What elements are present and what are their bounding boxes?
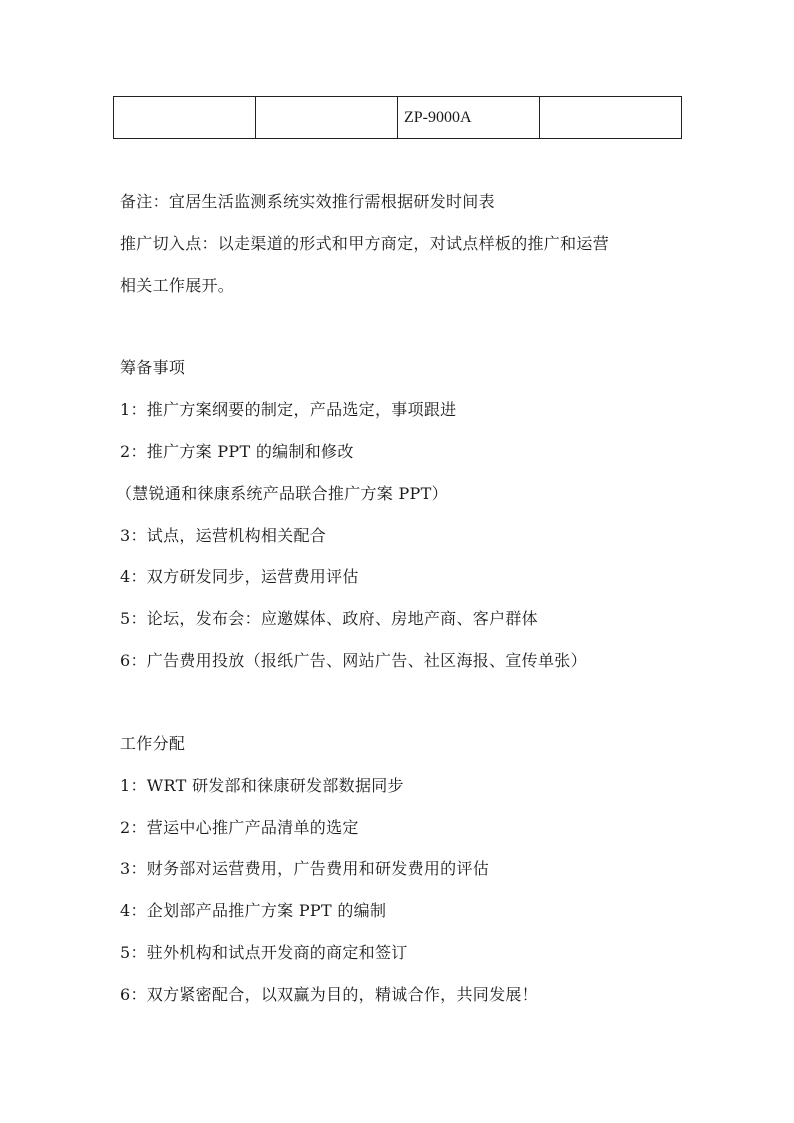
- list-item: （慧锐通和徕康系统产品联合推广方案 PPT）: [116, 484, 448, 503]
- assignment-heading: 工作分配: [120, 734, 186, 753]
- entry-point-text-continued: 相关工作展开。: [120, 276, 235, 295]
- list-item: 3：财务部对运营费用，广告费用和研发费用的评估: [120, 859, 490, 878]
- preparation-heading: 筹备事项: [120, 358, 186, 377]
- list-item: 1：推广方案纲要的制定，产品选定，事项跟进: [120, 400, 457, 419]
- list-item: 4：双方研发同步，运营费用评估: [120, 567, 359, 586]
- list-item: 1：WRT 研发部和徕康研发部数据同步: [120, 776, 404, 795]
- list-item: 4：企划部产品推广方案 PPT 的编制: [120, 901, 387, 920]
- table-row: [114, 97, 682, 139]
- entry-point-text: 推广切入点：以走渠道的形式和甲方商定，对试点样板的推广和运营: [120, 234, 610, 253]
- table-cell: [540, 97, 682, 139]
- list-item: 3：试点，运营机构相关配合: [120, 526, 327, 545]
- list-item: 5：驻外机构和试点开发商的商定和签订: [120, 943, 408, 962]
- table-cell: ZP-9000A: [398, 97, 540, 139]
- list-item: 6：双方紧密配合，以双赢为目的，精诚合作，共同发展！: [120, 985, 538, 1004]
- table-cell: [256, 97, 398, 139]
- list-item: 5：论坛，发布会：应邀媒体、政府、房地产商、客户群体: [120, 609, 538, 628]
- list-item: 2：推广方案 PPT 的编制和修改: [120, 442, 354, 461]
- product-table: [113, 96, 682, 139]
- table-cell: [114, 97, 256, 139]
- remark-text: 备注：宜居生活监测系统实效推行需根据研发时间表: [120, 192, 495, 211]
- list-item: 2：营运中心推广产品清单的选定: [120, 818, 359, 837]
- list-item: 6：广告费用投放（报纸广告、网站广告、社区海报、宣传单张）: [120, 651, 587, 670]
